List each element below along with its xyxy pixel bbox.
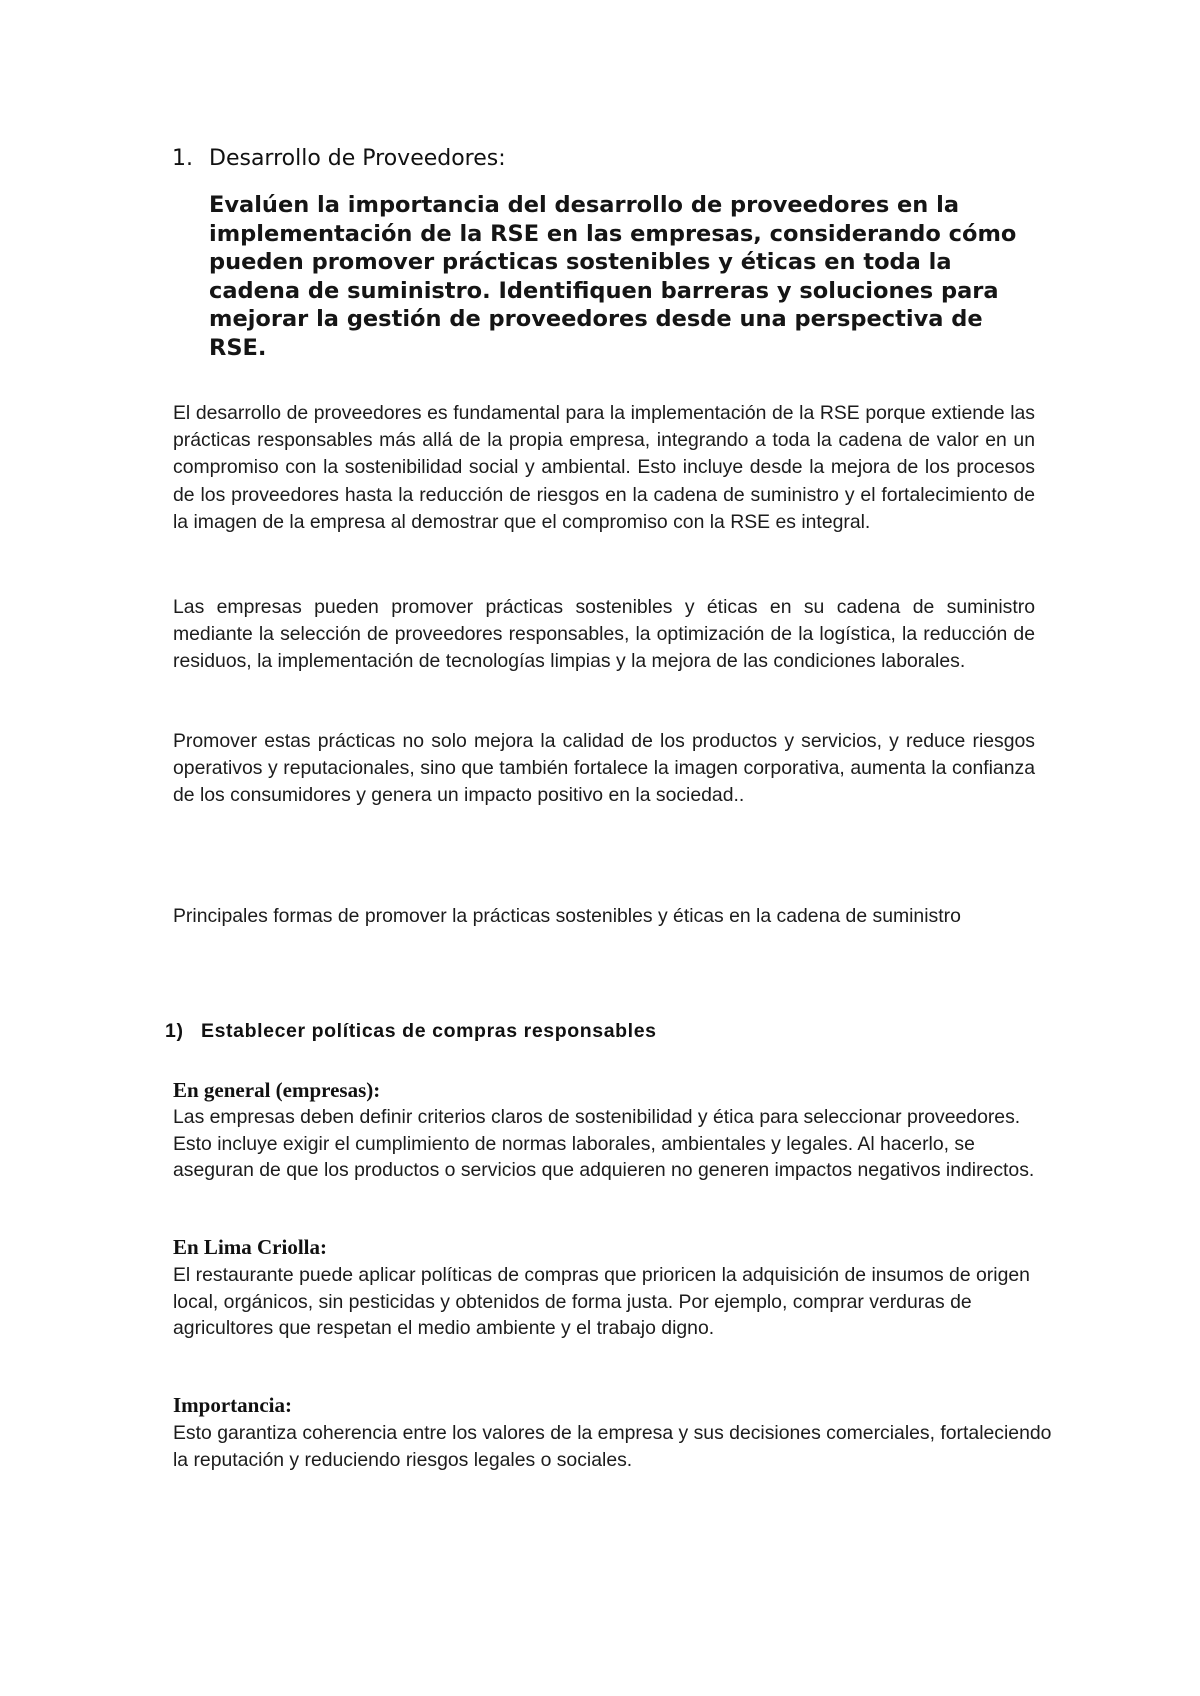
paragraph-main-ways: Principales formas de promover la prácticas sostenibles y éticas en la cadena de suministro — [173, 905, 961, 927]
heading-title: Desarrollo de Proveedores: — [209, 146, 506, 171]
subsection-title-importancia: Importancia: — [173, 1393, 292, 1417]
question-prompt: Evalúen la importancia del desarrollo de proveedores en la implementación de la RSE en las empresas, considerando cómo pueden promover prácticas sostenibles y éticas en toda la cadena de suministro. Identifiquen barreras y soluciones para mejorar la gestión de proveedores desde una perspectiva de RSE. — [209, 192, 1017, 361]
section-heading — [165, 1020, 657, 1043]
subsection-title-lima-criolla: En Lima Criolla: — [173, 1235, 328, 1259]
subsection-title-general: En general (empresas): — [173, 1078, 381, 1102]
heading-number: 1. — [172, 146, 193, 171]
paragraph-benefits: Promover estas prácticas no solo mejora la calidad de los productos y servicios, y reduce riesgos operativos y reputacionales, sino que también fortalece la imagen corporativa, aumenta la confianza de los consumidores y genera un impacto positivo en la sociedad.. — [173, 730, 1035, 807]
section-title: Establecer políticas de compras responsables — [201, 1020, 657, 1042]
paragraph-intro: El desarrollo de proveedores es fundamental para la implementación de la RSE porque extiende las prácticas responsables más allá de la propia empresa, integrando a toda la cadena de valor en un compromiso con la sostenibilidad social y ambiental. Esto incluye desde la mejora de los procesos de los proveedores hasta la reducción de riesgos en la cadena de suministro y el fortalecimiento de la imagen de la empresa al demostrar que el compromiso con la RSE es integral. — [173, 402, 1035, 533]
question-heading — [172, 145, 1032, 173]
subsection-body-lima-criolla: El restaurante puede aplicar políticas de compras que prioricen la adquisición de insumos de origen local, orgánicos, sin pesticidas y obtenidos de forma justa. Por ejemplo, comprar verduras de agricultores que respetan el medio ambiente y el trabajo digno. — [173, 1264, 1030, 1339]
paragraph-practices: Las empresas pueden promover prácticas sostenibles y éticas en su cadena de suministro mediante la selección de proveedores responsables, la optimización de la logística, la reducción de residuos, la implementación de tecnologías limpias y la mejora de las condiciones laborales. — [173, 596, 1035, 673]
subsection-body-general: Las empresas deben definir criterios claros de sostenibilidad y ética para seleccionar proveedores. Esto incluye exigir el cumplimiento de normas laborales, ambientales y legales. Al hacerlo, se aseguran de que los productos o servicios que adquieren no generen impactos negativos indirectos. — [173, 1106, 1035, 1181]
section-number: 1) — [165, 1020, 184, 1042]
subsection-body-importancia: Esto garantiza coherencia entre los valores de la empresa y sus decisiones comerciales, fortaleciendo la reputación y reduciendo riesgos legales o sociales. — [173, 1422, 1052, 1471]
